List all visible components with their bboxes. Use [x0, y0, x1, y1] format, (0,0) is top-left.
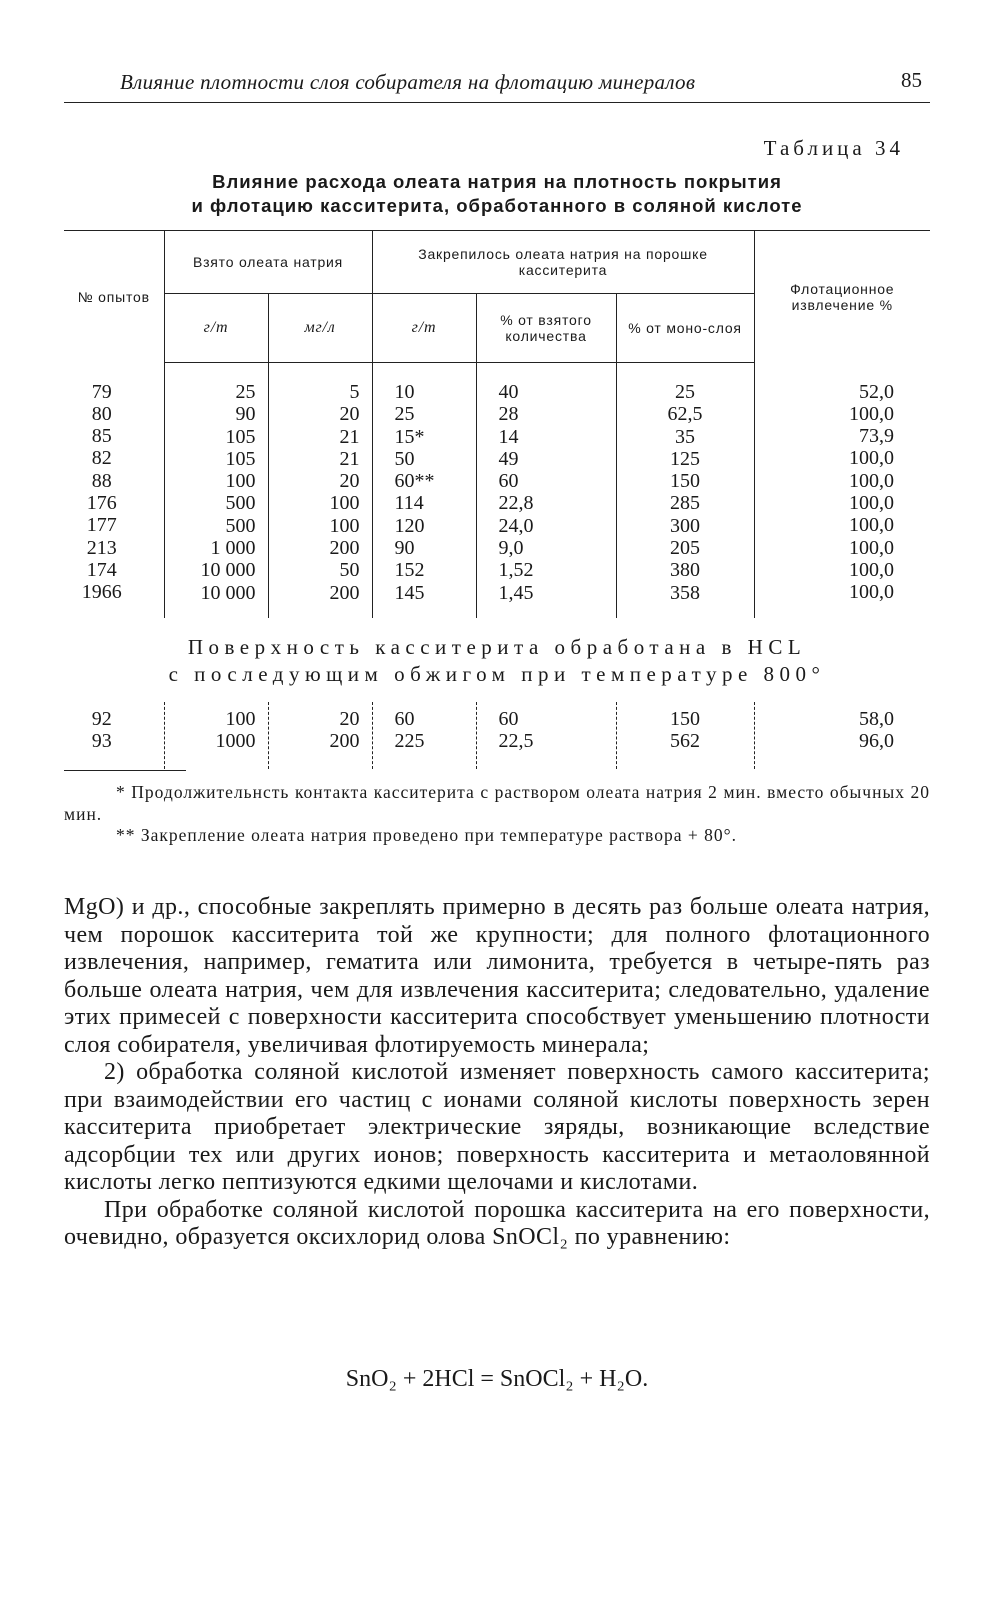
table-cell: 25 — [235, 381, 256, 403]
footnote-rule — [64, 770, 186, 771]
data-table — [64, 230, 930, 769]
col-pct-mono-header: % от моно-слоя — [616, 294, 754, 363]
col-pct-taken-2 — [476, 702, 616, 769]
table-cell: 152 — [394, 559, 425, 582]
table-cell: 105 — [225, 447, 256, 470]
section-heading-line-2: с последующим обжигом при температуре 800° — [168, 661, 826, 686]
table-cell: 100 — [329, 514, 360, 537]
table-cell: 10 000 — [200, 581, 256, 604]
table-cell: 300 — [670, 514, 700, 537]
table-cell: 176 — [86, 491, 117, 514]
table-cell: 88 — [91, 469, 112, 492]
table-cell: 1000 — [215, 730, 256, 753]
table-caption-line-1: Влияние расхода олеата натрия на плотность покрытия — [212, 171, 782, 192]
table-cell: 380 — [670, 559, 700, 582]
table-body-extra — [64, 702, 930, 769]
table-cell: 100,0 — [849, 402, 895, 425]
table-cell: 100 — [225, 707, 256, 730]
col-taken-gt-2 — [164, 702, 268, 769]
table-cell: 50 — [394, 447, 415, 470]
col-taken-mgl-header: мг/л — [268, 294, 372, 363]
table-cell: 225 — [394, 730, 425, 753]
paragraph-1: MgO) и др., способные закреплять примерно в десять раз больше олеата натрия, чем порошок касситерита той же крупности; для полного флотационного извлечения, например, гематита или лимонита, требуется в четыре-пять раз больше олеата натрия, чем для извлечения касситерита; следовательно, удаление этих примесей с поверхности касситерита способствует уменьшению плотности слоя собирателя, увеличивая флотируемость минерала; — [64, 894, 930, 1058]
table-cell: 145 — [394, 581, 425, 604]
table-cell: 20 — [339, 403, 360, 426]
table-cell: 40 — [498, 381, 519, 403]
table-cell: 9,0 — [498, 537, 524, 560]
table-cell: 50 — [339, 559, 360, 582]
table-caption — [64, 170, 930, 218]
paragraph-3: При обработке соляной кислотой порошка касситерита на его поверхности, очевидно, образуется оксихлорид олова SnOCl₂ по уравнению: — [64, 1196, 930, 1250]
table-cell: 25 — [394, 403, 415, 426]
col-experiments-header: № опытов — [64, 231, 164, 363]
footnotes — [64, 782, 930, 847]
table-cell: 105 — [225, 425, 256, 448]
col-experiment-numbers — [64, 363, 164, 618]
table-cell: 1966 — [81, 581, 122, 604]
table-section-heading — [64, 618, 930, 702]
table-cell: 200 — [329, 581, 360, 604]
table-cell: 92 — [91, 707, 112, 730]
table-cell: 100 — [225, 470, 256, 493]
section-heading-line-1: Поверхность касситерита обработана в HCL — [187, 634, 807, 659]
table-cell: 500 — [225, 514, 256, 537]
table-cell: 100,0 — [849, 514, 895, 537]
table-cell: 114 — [394, 492, 424, 515]
col-pct-mono — [616, 363, 754, 618]
table-cell: 35 — [675, 425, 695, 448]
table-cell: 120 — [394, 514, 425, 537]
col-fixed-gt-header: г/т — [372, 294, 476, 363]
col-experiment-numbers-2 — [64, 702, 164, 769]
footnote-2: ** Закрепление олеата натрия проведено при температуре раствора + 80°. — [116, 825, 737, 845]
col-taken-mgl-2 — [268, 702, 372, 769]
table-cell: 125 — [670, 447, 700, 470]
table-cell: 58,0 — [859, 707, 895, 730]
table-cell: 177 — [86, 514, 117, 537]
table-cell: 93 — [91, 730, 112, 753]
table-cell: 358 — [670, 581, 700, 604]
table-cell: 25 — [675, 381, 695, 403]
col-flotation — [754, 363, 930, 618]
table-cell: 90 — [394, 537, 415, 560]
table-cell: 150 — [670, 470, 700, 493]
table-cell: 1,45 — [498, 581, 534, 604]
table-cell: 150 — [670, 707, 700, 730]
running-header — [64, 64, 930, 103]
table-cell: 22,8 — [498, 492, 534, 515]
table-cell: 285 — [670, 492, 700, 515]
table-cell: 100,0 — [849, 447, 895, 470]
body-text — [64, 894, 930, 1252]
table-cell: 90 — [235, 403, 256, 426]
table-cell: 100,0 — [849, 469, 895, 492]
table-cell: 100,0 — [849, 581, 895, 604]
table-cell: 200 — [329, 537, 360, 560]
table-cell: 52,0 — [859, 380, 895, 403]
table-cell: 10 000 — [200, 559, 256, 582]
footnote-1: * Продолжительнсть контакта касситерита с раствором олеата натрия 2 мин. вместо обычных 20 мин. — [64, 782, 930, 824]
table-cell: 96,0 — [859, 730, 895, 753]
table-cell: 1 000 — [210, 537, 256, 560]
table-cell: 205 — [670, 537, 700, 560]
table-cell: 200 — [329, 730, 360, 753]
table-cell: 500 — [225, 492, 256, 515]
col-taken-gt-header: г/т — [164, 294, 268, 363]
table-cell: 24,0 — [498, 514, 534, 537]
table-cell: 21 — [339, 425, 360, 448]
equation: SnO₂ + 2HCl = SnOCl₂ + H₂O. — [345, 1366, 649, 1392]
table-cell: 60 — [498, 470, 519, 493]
table-cell: 28 — [498, 403, 519, 426]
table-label: Таблица 34 — [763, 136, 904, 160]
table-cell: 100,0 — [849, 558, 895, 581]
table-cell: 22,5 — [498, 730, 534, 753]
col-pct-taken — [476, 363, 616, 618]
group-taken-header: Взято олеата натрия — [164, 231, 372, 294]
table-body-main — [64, 363, 930, 702]
table-cell: 5 — [349, 381, 360, 403]
col-flotation-header: Флотационное извлечение % — [754, 231, 930, 363]
table-cell: 100,0 — [849, 491, 895, 514]
table-cell: 82 — [91, 447, 112, 470]
col-fixed-gt — [372, 363, 476, 618]
table-cell: 100,0 — [849, 536, 895, 559]
table-cell: 1,52 — [498, 559, 534, 582]
table-cell: 562 — [670, 730, 700, 753]
col-pct-mono-2 — [616, 702, 754, 769]
running-title: Влияние плотности слоя собирателя на флотацию минералов — [120, 70, 696, 94]
table-cell: 10 — [394, 381, 415, 403]
table-cell: 21 — [339, 447, 360, 470]
table-cell: 20 — [339, 707, 360, 730]
table-cell: 80 — [91, 402, 112, 425]
table-cell: 73,9 — [859, 425, 895, 448]
table-cell: 174 — [86, 558, 117, 581]
group-fixed-header: Закрепилось олеата натрия на порошке касситерита — [372, 231, 754, 294]
table-cell: 100 — [329, 492, 360, 515]
table-cell: 85 — [91, 425, 112, 448]
table-cell: 15* — [394, 425, 425, 448]
table-cell: 60** — [394, 470, 435, 493]
table-cell: 60 — [394, 707, 415, 730]
table-cell: 20 — [339, 470, 360, 493]
table-cell: 62,5 — [667, 403, 703, 426]
table-cell: 79 — [91, 380, 112, 403]
table-cell: 60 — [498, 707, 519, 730]
table-cell: 213 — [86, 536, 117, 559]
col-flotation-2 — [754, 702, 930, 769]
page-number: 85 — [901, 68, 922, 92]
col-taken-gt — [164, 363, 268, 618]
table-cell: 49 — [498, 447, 519, 470]
table-caption-line-2: и флотацию касситерита, обработанного в соляной кислоте — [191, 195, 803, 216]
col-fixed-gt-2 — [372, 702, 476, 769]
col-pct-taken-header: % от взятого количества — [476, 294, 616, 363]
table-cell: 14 — [498, 425, 519, 448]
col-taken-mgl — [268, 363, 372, 618]
paragraph-2: 2) обработка соляной кислотой изменяет поверхность самого касситерита; при взаимодействии его частиц с ионами соляной кислоты поверхность зерен касситерита приобретает электрические зяряды, возникающие вследствие адсорбции тех или других ионов; поверхность касситерита и метаоловянной кислоты легко пептизуются едкими щелочами и кислотами. — [64, 1059, 930, 1195]
